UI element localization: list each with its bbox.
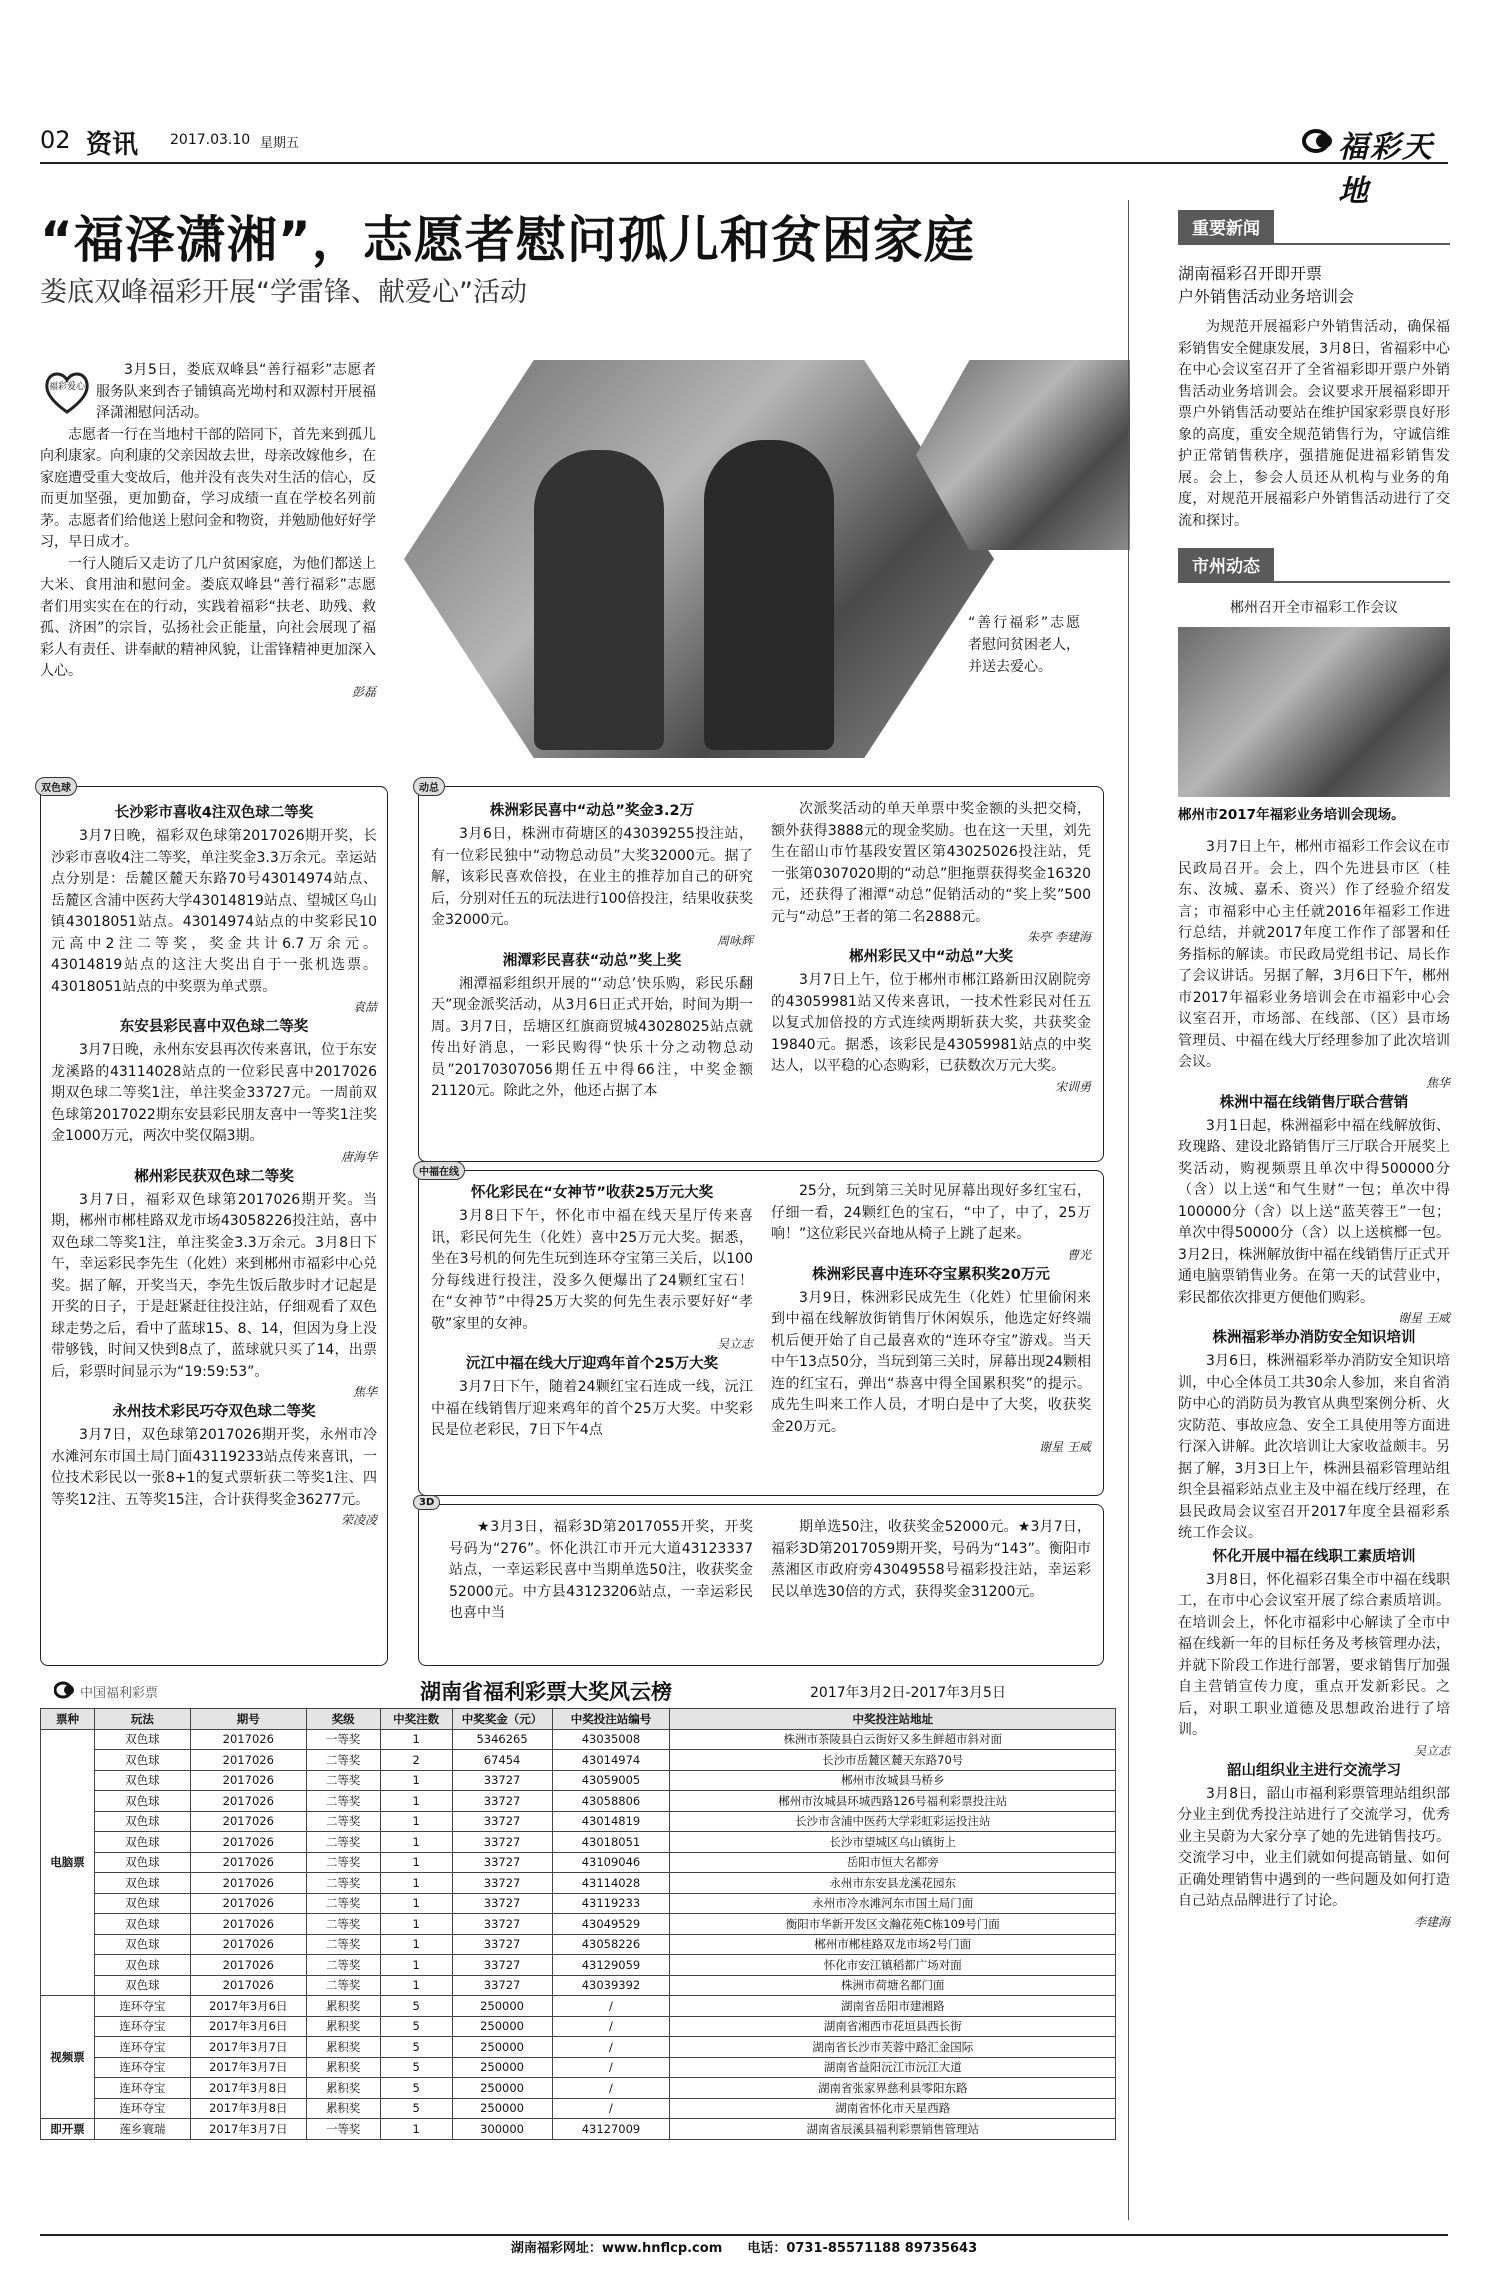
table-cell: 33727 — [452, 1893, 552, 1914]
table-column-header: 中奖注数 — [380, 1709, 452, 1730]
table-cell: 33727 — [452, 1975, 552, 1996]
news-body: 3月7日下午，随着24颗红宝石连成一线，沅江中福在线销售厅迎来鸡年的首个25万大奖。中奖彩民是位老彩民，7日下午4点 — [431, 1379, 753, 1438]
table-cell: 莲乡寰瑞 — [94, 2119, 190, 2140]
table-cell: 2017026 — [190, 1811, 306, 1832]
table-row — [41, 1852, 1116, 1873]
table-cell: 双色球 — [94, 1893, 190, 1914]
city-news-author: 谢星 王威 — [1398, 1311, 1450, 1325]
table-cell: 2017年3月8日 — [190, 2098, 306, 2119]
news-headline: 永州技术彩民巧夺双色球二等奖 — [112, 1404, 316, 1420]
box-badge: 3D — [413, 1495, 440, 1510]
table-column-header: 中奖投注站地址 — [670, 1709, 1116, 1730]
table-cell: 湖南省怀化市天星西路 — [670, 2098, 1116, 2119]
news-body: 3月7日晚，永州东安县再次传来喜讯，位于东安龙溪路的43114028站点的一位彩民喜中2017026期双色球二等奖1注，单注奖金33727元。一周前双色球第2017022期东安县彩民朋友喜中一等奖1注奖金1000万元，两次中奖仅隔3期。 — [51, 1042, 377, 1144]
city-photo-title: 郴州召开全市福彩工作会议 — [1230, 600, 1398, 616]
table-row — [41, 1975, 1116, 1996]
news-body: 3月9日，株洲彩民成先生（化姓）忙里偷闲来到中福在线解放街销售厅休闲娱乐，他选定好终端机后便开始了自己最喜欢的“连环夺宝”游戏。当天中午13点50分，当玩到第三关时，屏幕出现24颗相连的红宝石，弹出“恭喜中得全国累积奖”的提示。成先生叫来工作人员，才明白是中了大奖，收获奖金20万元。 — [771, 1289, 1091, 1435]
city-news-headline: 株洲中福在线销售厅联合营销 — [1219, 1094, 1409, 1111]
news-body: 次派奖活动的单天单票中奖金额的头把交椅，额外获得3888元的现金奖励。也在这一天里，刘先生在韶山市竹基段安置区第43025026投注站，凭一张第0307020期的“动总”胆拖票获得奖金16320元，还获得了湘潭“动总”促销活动的“奖上奖”500元与“动总”王者的第二名2888元。 — [771, 801, 1091, 925]
table-row — [41, 2016, 1116, 2037]
box-badge: 双色球 — [35, 777, 77, 796]
table-cell: 衡阳市华新开发区文瀚花苑C栋109号门面 — [670, 1914, 1116, 1935]
table-cell: 1 — [380, 1852, 452, 1873]
table-cell: 250000 — [452, 2098, 552, 2119]
table-cell: 岳阳市恒大名都旁 — [670, 1852, 1116, 1873]
table-cell: 2017026 — [190, 1873, 306, 1894]
news-author: 焦华 — [352, 1385, 377, 1399]
table-cell: 二等奖 — [306, 1893, 380, 1914]
table-cell: 湖南省湘西市花垣县西长街 — [670, 2016, 1116, 2037]
table-column-header: 中奖投注站编号 — [552, 1709, 670, 1730]
sidebar — [1178, 210, 1450, 1930]
table-cell: 33727 — [452, 1873, 552, 1894]
table-cell: 连环夺宝 — [94, 2016, 190, 2037]
city-news-headline: 株洲福彩举办消防安全知识培训 — [1212, 1330, 1416, 1346]
table-cell: 1 — [380, 1893, 452, 1914]
important-news-header — [1178, 210, 1450, 245]
table-cell: / — [552, 2098, 670, 2119]
section-name: 资讯 — [86, 130, 139, 160]
table-cell: 双色球 — [94, 1914, 190, 1935]
table-cell: 2017年3月8日 — [190, 2078, 306, 2099]
table-cell: 双色球 — [94, 1750, 190, 1771]
table-cell: 二等奖 — [306, 1873, 380, 1894]
table-cell: 累积奖 — [306, 2016, 380, 2037]
table-cell: 2017026 — [190, 1729, 306, 1750]
news-author: 宋训勇 — [1054, 1079, 1091, 1094]
page-number: 02 — [40, 126, 71, 154]
table-cell: 2017年3月6日 — [190, 2016, 306, 2037]
table-cell: 双色球 — [94, 1729, 190, 1750]
table-cell: 1 — [380, 1955, 452, 1976]
table-row — [41, 2098, 1116, 2119]
table-cell: 双色球 — [94, 1770, 190, 1791]
news-headline: 怀化彩民在“女神节”收获25万元大奖 — [470, 1185, 714, 1201]
table-cell: 33727 — [452, 1832, 552, 1853]
news-body: ★3月3日，福彩3D第2017055开奖，开奖号码为“276”。怀化洪江市开元大道43123337站点，一幸运彩民喜中当期单选50注，收获奖金52000元。中方县43123206站点，一幸运彩民也喜中当 — [449, 1519, 753, 1621]
box-china-welfare-online — [418, 1167, 1104, 1496]
table-cell: 累积奖 — [306, 2057, 380, 2078]
news-author: 唐海华 — [340, 1149, 377, 1164]
logo-icon — [1302, 126, 1336, 156]
table-cell: 2017年3月6日 — [190, 1996, 306, 2017]
table-cell: 2017026 — [190, 1955, 306, 1976]
table-cell: 1 — [380, 1934, 452, 1955]
box-3d — [418, 1497, 1104, 1666]
table-cell: 250000 — [452, 2057, 552, 2078]
table-row — [41, 1791, 1116, 1812]
table-cell: 33727 — [452, 1955, 552, 1976]
table-cell: 5 — [380, 2057, 452, 2078]
important-news-label: 重要新闻 — [1178, 210, 1274, 243]
table-cell: 33727 — [452, 1934, 552, 1955]
city-news-body: 3月6日，株洲福彩举办消防安全知识培训，中心全体员工共30余人参加，来自省消防中心的消防员为教官从典型案例分析、火灾防范、事故应急、安全工具使用等方面进行深入讲解。此次培训让大家收益颇丰。另据了解，3月3日上午，株洲县福彩管理站组织全县福彩站点业主及中福在线厅经理，在县民政局会议室召开2017年度全县福彩系统工作会议。 — [1178, 1353, 1450, 1541]
table-cell: 双色球 — [94, 1873, 190, 1894]
table-cell: 43109046 — [552, 1852, 670, 1873]
table-cell: 累积奖 — [306, 1996, 380, 2017]
table-column-header: 中奖奖金（元） — [452, 1709, 552, 1730]
table-cell: / — [552, 2057, 670, 2078]
city-news-body: 3月1日起，株洲福彩中福在线解放街、玫瑰路、建设北路销售厅三厅联合开展奖上奖活动，购视频票且单次中得500000分（含）以上送“和气生财”一包；单次中得100000分（含）以上送“蓝芙蓉王”一包；单次中得50000分（含）以上送槟榔一包。3月2日，株洲解放街中福在线销售厅正式开通电脑票销售业务。在第一天的试营业中，彩民都依次排更方便他们购彩。 — [1178, 1117, 1450, 1306]
table-cell: 双色球 — [94, 1934, 190, 1955]
news-author: 荣凌凌 — [340, 1513, 377, 1527]
table-cell: 累积奖 — [306, 2098, 380, 2119]
table-cell: 33727 — [452, 1791, 552, 1812]
table-cell: 双色球 — [94, 1955, 190, 1976]
news-author: 吴立志 — [716, 1337, 753, 1351]
city-news-label: 市州动态 — [1178, 548, 1274, 581]
news-body: 25分，玩到第三关时见屏幕出现好多红宝石，仔细一看，24颗红色的宝石，“中了，中了，25万响！”这位彩民兴奋地从椅子上跳了起来。 — [771, 1183, 1091, 1242]
table-cell: 二等奖 — [306, 1832, 380, 1853]
prize-table-header — [40, 1676, 1116, 1708]
table-cell: 湖南省张家界慈利县零阳东路 — [670, 2078, 1116, 2099]
table-cell: 1 — [380, 1770, 452, 1791]
news-body: 期单选50注，收获奖金52000元。★3月7日，福彩3D第2017059期开奖，号码为“143”。衡阳市蒸湘区市政府旁43049558号福彩投注站，幸运彩民以单选30倍的方式，获得奖金31200元。 — [771, 1519, 1091, 1600]
city-news-body: 3月7日上午，郴州市福彩工作会议在市民政局召开。会上，四个先进县市区（桂东、汝城、嘉禾、资兴）作了经验介绍发言；市福彩中心主任就2016年福彩工作进行总结，并就2017年度工作作了部署和任务指标的解读。市民政局党组书记、局长作了会议讲话。另据了解，3月6日下午，郴州市2017年福彩业务培训会在市福彩中心会议室召开，市场部、在线部、（区）县市场管理员、中福在线大厅经理参加了此次培训会议。 — [1178, 839, 1450, 1070]
table-cell: 2 — [380, 1750, 452, 1771]
news-headline: 株洲彩民喜中连环夺宝累积奖20万元 — [812, 1266, 1050, 1283]
main-headline: “福泽潇湘”，志愿者慰问孤儿和贫困家庭 — [40, 211, 975, 269]
box-badge: 中福在线 — [413, 1161, 465, 1180]
table-cell: 长沙市岳麓区麓天东路70号 — [670, 1750, 1116, 1771]
table-cell: 1 — [380, 1873, 452, 1894]
table-cell: 2017026 — [190, 1750, 306, 1771]
table-cell: 2017026 — [190, 1852, 306, 1873]
news-body: 3月8日下午，怀化市中福在线天星厅传来喜讯，彩民何先生（化姓）喜中25万元大奖。据悉，坐在3号机的何先生玩到连环夺宝第三关后，以100分每线进行投注，没多久便爆出了24颗红宝石！在“女神节”中得25万大奖的何先生表示要好好“孝敬”家里的女神。 — [431, 1208, 753, 1332]
table-cell: 43039392 — [552, 1975, 670, 1996]
table-cell: 2017年3月7日 — [190, 2057, 306, 2078]
table-brand: 中国福利彩票 — [80, 1686, 159, 1701]
table-row — [41, 2119, 1116, 2140]
city-news-author: 李建海 — [1413, 1914, 1450, 1929]
table-row — [41, 1955, 1116, 1976]
table-cell: 5 — [380, 2016, 452, 2037]
table-cell: 43129059 — [552, 1955, 670, 1976]
city-news-author: 吴立志 — [1413, 1743, 1450, 1758]
table-column-header: 玩法 — [94, 1709, 190, 1730]
table-cell: 湖南省益阳沅江市沅江大道 — [670, 2057, 1116, 2078]
table-cell: 湖南省辰溪县福利彩票销售管理站 — [670, 2119, 1116, 2140]
box-double-color-ball — [40, 783, 388, 1666]
city-news-author: 焦华 — [1425, 1075, 1450, 1090]
table-column-header: 期号 — [190, 1709, 306, 1730]
table-row — [41, 1729, 1116, 1750]
table-cell: 二等奖 — [306, 1934, 380, 1955]
city-news-headline: 怀化开展中福在线职工素质培训 — [1212, 1548, 1416, 1565]
table-cell: 双色球 — [94, 1852, 190, 1873]
footer-website[interactable]: 湖南福彩网址：www.hnflcp.com — [510, 2241, 723, 2256]
table-cell: 双色球 — [94, 1832, 190, 1853]
table-cell: 2017年3月7日 — [190, 2037, 306, 2058]
box-badge: 动总 — [413, 777, 445, 796]
table-cell: 250000 — [452, 1996, 552, 2017]
ticket-category: 视频票 — [41, 1996, 95, 2119]
news-body: 3月6日，株洲市荷塘区的43039255投注站，有一位彩民独中“动物总动员”大奖32000元。据了解，该彩民喜欢倍投，在业主的推荐加自己的研究后，分别对任五的玩法进行100倍投注，结果收获奖金32000元。 — [431, 826, 753, 928]
table-cell: 5 — [380, 2098, 452, 2119]
welfare-logo-icon — [54, 1680, 76, 1700]
table-cell: 永州市东安县龙溪花园东 — [670, 1873, 1116, 1894]
table-cell: 1 — [380, 1729, 452, 1750]
news-body: 3月7日晚，福彩双色球第2017026期开奖，长沙彩市喜收4注二等奖，单注奖金3.3万余元。幸运站点分别是：岳麓区麓天东路70号43014974站点、岳麓区含浦中医药大学43014819站点、望城区乌山镇43018051站点。43014974站点的中奖彩民10元高中2注二等奖，奖金共计6.7万余元。43014819站点的这注大奖出自于一张机选票。43018051站点的中奖票为单式票。 — [51, 828, 377, 995]
ticket-category: 电脑票 — [41, 1729, 95, 1996]
table-cell: 43059005 — [552, 1770, 670, 1791]
news-body: 湘潭福彩组织开展的“‘动总’快乐购，彩民乐翻天”现金派奖活动，从3月6日正式开始，时间为期一周。3月7日，岳塘区红旗商贸城43028025站点就传出好消息，一彩民购得“快乐十分之动物总动员”20170307056期任五中得66注，中奖金额21120元。除此之外，他还占据了本 — [431, 975, 753, 1099]
charity-badge: 福彩爱心 — [40, 364, 94, 418]
table-cell: 长沙市望城区乌山镇街上 — [670, 1832, 1116, 1853]
table-cell: 二等奖 — [306, 1914, 380, 1935]
table-cell: 250000 — [452, 2078, 552, 2099]
table-period: 2017年3月2日-2017年3月5日 — [810, 1685, 1006, 1701]
table-cell: 2017年3月7日 — [190, 2119, 306, 2140]
table-cell: 67454 — [452, 1750, 552, 1771]
news-headline: 郴州彩民获双色球二等奖 — [134, 1168, 294, 1185]
table-cell: / — [552, 2037, 670, 2058]
table-cell: 43014974 — [552, 1750, 670, 1771]
table-cell: 33727 — [452, 1811, 552, 1832]
table-row — [41, 1934, 1116, 1955]
table-cell: 43035008 — [552, 1729, 670, 1750]
table-cell: 250000 — [452, 2016, 552, 2037]
city-news-body: 3月8日，韶山市福利彩票管理站组织部分业主到优秀投注站进行了交流学习，优秀业主吴蔚为大家分享了她的先进销售技巧。交流学习中，业主们就如何提高销量、如何正确处理销售中遇到的一些问题及如何打造自己站点品牌进行了讨论。 — [1178, 1785, 1450, 1909]
table-cell: 累积奖 — [306, 2037, 380, 2058]
table-row — [41, 1996, 1116, 2017]
table-cell: 二等奖 — [306, 1791, 380, 1812]
table-row — [41, 1914, 1116, 1935]
table-cell: 二等奖 — [306, 1750, 380, 1771]
table-cell: 1 — [380, 1791, 452, 1812]
table-cell: 湖南省长沙市芙蓉中路汇金国际 — [670, 2037, 1116, 2058]
table-cell: / — [552, 1996, 670, 2017]
main-subtitle: 娄底双峰福彩开展“学雷锋、献爱心”活动 — [40, 277, 527, 308]
table-cell: 33727 — [452, 1770, 552, 1791]
news-author: 曹光 — [1066, 1247, 1091, 1262]
table-row — [41, 1832, 1116, 1853]
table-cell: 二等奖 — [306, 1770, 380, 1791]
table-row — [41, 1873, 1116, 1894]
important-news-body: 为规范开展福彩户外销售活动，确保福彩销售安全健康发展，3月8日，省福彩中心在中心会议室召开了全省福彩即开票户外销售活动业务培训会。会议要求开展福彩即开票户外销售活动要站在维护国家彩票良好形象的高度，重安全规范销售行为，守诚信维护正常销售秩序，强措施促进福彩销售发展。会上，参会人员还从机构与业务的角度，对规范开展福彩户外销售活动进行了交流和探讨。 — [1178, 319, 1450, 529]
table-cell: 株洲市茶陵县白云街好又多生鲜超市斜对面 — [670, 1729, 1116, 1750]
table-cell: 郴州市汝城县环城西路126号福利彩票投注站 — [670, 1791, 1116, 1812]
city-photo-caption: 郴州市2017年福彩业务培训会现场。 — [1178, 807, 1405, 823]
logo-text: 福彩天地 — [1338, 130, 1434, 209]
table-cell: 连环夺宝 — [94, 1996, 190, 2017]
table-cell: 连环夺宝 — [94, 2078, 190, 2099]
news-headline: 郴州彩民又中“动总”大奖 — [848, 949, 1014, 965]
city-news-body: 3月8日，怀化福彩召集全市中福在线职工，在市中心会议室开展了综合素质培训。在培训会上，怀化市福彩中心解读了全市中福在线新一年的目标任务及考核管理办法，并就下阶段工作进行部署，要求销售厅加强自主营销宣传力度，重点开发新彩民。之后，对职工职业道德及思想政治进行了培训。 — [1178, 1571, 1450, 1738]
table-cell: 5346265 — [452, 1729, 552, 1750]
table-cell: 43014819 — [552, 1811, 670, 1832]
news-headline: 东安县彩民喜中双色球二等奖 — [119, 1019, 309, 1035]
table-cell: 1 — [380, 1832, 452, 1853]
table-cell: 5 — [380, 2078, 452, 2099]
news-author: 周咏辉 — [716, 933, 753, 948]
table-cell: 连环夺宝 — [94, 2037, 190, 2058]
table-cell: 2017026 — [190, 1975, 306, 1996]
photo-caption: “善行福彩”志愿者慰问贫困老人，并送去爱心。 — [968, 615, 1080, 675]
table-cell: 43119233 — [552, 1893, 670, 1914]
box-animal-lottery — [418, 783, 1104, 1162]
news-author: 袁喆 — [352, 1000, 377, 1014]
news-author: 谢星 王威 — [1039, 1440, 1091, 1454]
photo-figure-elder — [534, 450, 664, 750]
table-cell: 湖南省岳阳市建湘路 — [670, 1996, 1116, 2017]
footer-phone: 电话：0731-85571188 89735643 — [747, 2241, 978, 2256]
table-cell: 二等奖 — [306, 1955, 380, 1976]
table-cell: 双色球 — [94, 1975, 190, 1996]
news-author: 朱亭 李建海 — [1027, 930, 1091, 944]
table-cell: 二等奖 — [306, 1811, 380, 1832]
table-cell: 1 — [380, 1975, 452, 1996]
table-cell: 长沙市含浦中医药大学彩虹彩运投注站 — [670, 1811, 1116, 1832]
table-cell: 33727 — [452, 1852, 552, 1873]
table-cell: 累积奖 — [306, 2078, 380, 2099]
prize-table-wrap — [40, 1708, 1116, 2140]
table-cell: 怀化市安江镇稻都广场对面 — [670, 1955, 1116, 1976]
table-cell: 永州市冷水滩河东市国土局门面 — [670, 1893, 1116, 1914]
news-headline: 湘潭彩民喜获“动总”奖上奖 — [502, 952, 682, 969]
table-cell: 1 — [380, 1914, 452, 1935]
table-cell: 5 — [380, 1996, 452, 2017]
table-cell: 1 — [380, 1811, 452, 1832]
table-cell: 5 — [380, 2037, 452, 2058]
table-cell: 43058226 — [552, 1934, 670, 1955]
table-cell: 43018051 — [552, 1832, 670, 1853]
table-cell: 双色球 — [94, 1811, 190, 1832]
city-news-header — [1178, 548, 1450, 583]
table-cell: 1 — [380, 2119, 452, 2140]
important-news-title: 户外销售活动业务培训会 — [1178, 287, 1355, 306]
table-cell: 250000 — [452, 2037, 552, 2058]
table-column-header: 票种 — [41, 1709, 95, 1730]
city-news-headline: 韶山组织业主进行交流学习 — [1227, 1762, 1401, 1779]
ticket-category: 即开票 — [41, 2119, 95, 2140]
important-news-title: 湖南福彩召开即开票 — [1178, 264, 1323, 283]
table-cell: 43114028 — [552, 1873, 670, 1894]
table-cell: 43127009 — [552, 2119, 670, 2140]
main-photo-hexagon — [404, 360, 994, 758]
table-row — [41, 2078, 1116, 2099]
main-paragraph: 3月5日，娄底双峰县“善行福彩”志愿者服务队来到杏子铺镇高光坳村和双源村开展福泽潇湘慰问活动。 — [96, 362, 376, 421]
table-cell: 2017026 — [190, 1770, 306, 1791]
news-body: 3月7日，福彩双色球第2017026期开奖。当期，郴州市郴桂路双龙市场43058226投注站，喜中双色球二等奖1注，单注奖金3.3万余元。3月8日下午，幸运彩民李先生（化姓）来到郴州市福彩中心兑奖。据了解，开奖当天，李先生饭后散步时才记起是开奖的日子，于是赶紧赶往投注站，仔细观看了双色球走势之后，看中了蓝球15、8、14，但因为身上没带够钱，时间又快到8点了，蓝球就只买了14，出票后，彩票时间显示为“19:59:53”。 — [51, 1191, 377, 1380]
issue-date: 2017.03.10 — [170, 132, 251, 148]
news-body: 3月7日，双色球第2017026期开奖，永州市冷水滩河东市国土局门面43119233站点传来喜讯，一位技术彩民以一张8+1的复式票斩获二等奖1注、四等奖12注、五等奖15注，合计获得奖金36277元。 — [51, 1427, 377, 1508]
prize-table — [40, 1708, 1116, 2140]
table-cell: 2017026 — [190, 1832, 306, 1853]
photo-figure-volunteer — [704, 440, 834, 750]
page-header — [40, 122, 1448, 209]
table-cell: 双色球 — [94, 1791, 190, 1812]
table-row — [41, 1811, 1116, 1832]
main-paragraph: 一行人随后又走访了几户贫困家庭，为他们都送上大米、食用油和慰问金。娄底双峰县“善行福彩”志愿者们用实实在在的行动，实践着福彩“扶老、助残、救孤、济困”的宗旨，弘扬社会正能量，向社会展现了福彩人有责任、讲奉献的精神风貌，让雷锋精神更加深入人心。 — [40, 555, 376, 679]
news-body: 3月7日上午，位于郴州市郴江路新田汉剧院旁的43059981站又传来喜讯，一技术性彩民对任五以复式加倍投的方式连续两期斩获大奖，共获奖金19840元。据悉，该彩民是43059981站点的中奖达人，以平稳的心态购彩，已获数次万元大奖。 — [771, 972, 1091, 1074]
table-cell: 2017026 — [190, 1934, 306, 1955]
table-row — [41, 1750, 1116, 1771]
table-cell: 300000 — [452, 2119, 552, 2140]
main-author: 彭磊 — [351, 684, 376, 699]
table-column-header: 奖级 — [306, 1709, 380, 1730]
table-cell: 郴州市郴桂路双龙市场2号门面 — [670, 1934, 1116, 1955]
news-headline: 长沙彩市喜收4注双色球二等奖 — [114, 805, 314, 821]
table-cell: 一等奖 — [306, 1729, 380, 1750]
table-cell: 43049529 — [552, 1914, 670, 1935]
main-paragraph: 志愿者一行在当地村干部的陪同下，首先来到孤儿向利康家。向利康的父亲因故去世，母亲改嫁他乡，在家庭遭受重大变故后，他并没有丧失对生活的信心，反而更加坚强，更加勤奋，学习成绩一直在学校名列前茅。志愿者们给他送上慰问金和物资，并勉励他好好学习，早日成才。 — [40, 426, 376, 550]
table-cell: 2017026 — [190, 1914, 306, 1935]
issue-weekday: 星期五 — [260, 136, 300, 151]
table-cell: 连环夺宝 — [94, 2057, 190, 2078]
table-cell: / — [552, 2016, 670, 2037]
table-cell: 株洲市荷塘名都门面 — [670, 1975, 1116, 1996]
column-divider — [1128, 200, 1129, 2220]
table-cell: 2017026 — [190, 1893, 306, 1914]
table-cell: 二等奖 — [306, 1852, 380, 1873]
table-cell: 连环夺宝 — [94, 2098, 190, 2119]
table-cell: 43058806 — [552, 1791, 670, 1812]
table-cell: 2017026 — [190, 1791, 306, 1812]
table-cell: / — [552, 2078, 670, 2099]
table-cell: 一等奖 — [306, 2119, 380, 2140]
table-row — [41, 2057, 1116, 2078]
table-row — [41, 1770, 1116, 1791]
city-meeting-photo — [1178, 627, 1450, 797]
table-title: 湖南省福利彩票大奖风云榜 — [420, 1680, 672, 1704]
news-headline: 株洲彩民喜中“动总”奖金3.2万 — [489, 803, 695, 819]
news-headline: 沅江中福在线大厅迎鸡年首个25万大奖 — [465, 1356, 719, 1372]
table-row — [41, 2037, 1116, 2058]
table-row — [41, 1893, 1116, 1914]
table-cell: 郴州市汝城县马桥乡 — [670, 1770, 1116, 1791]
table-cell: 33727 — [452, 1914, 552, 1935]
main-article-body — [40, 360, 376, 700]
table-cell: 二等奖 — [306, 1975, 380, 1996]
page-footer — [40, 2234, 1448, 2264]
